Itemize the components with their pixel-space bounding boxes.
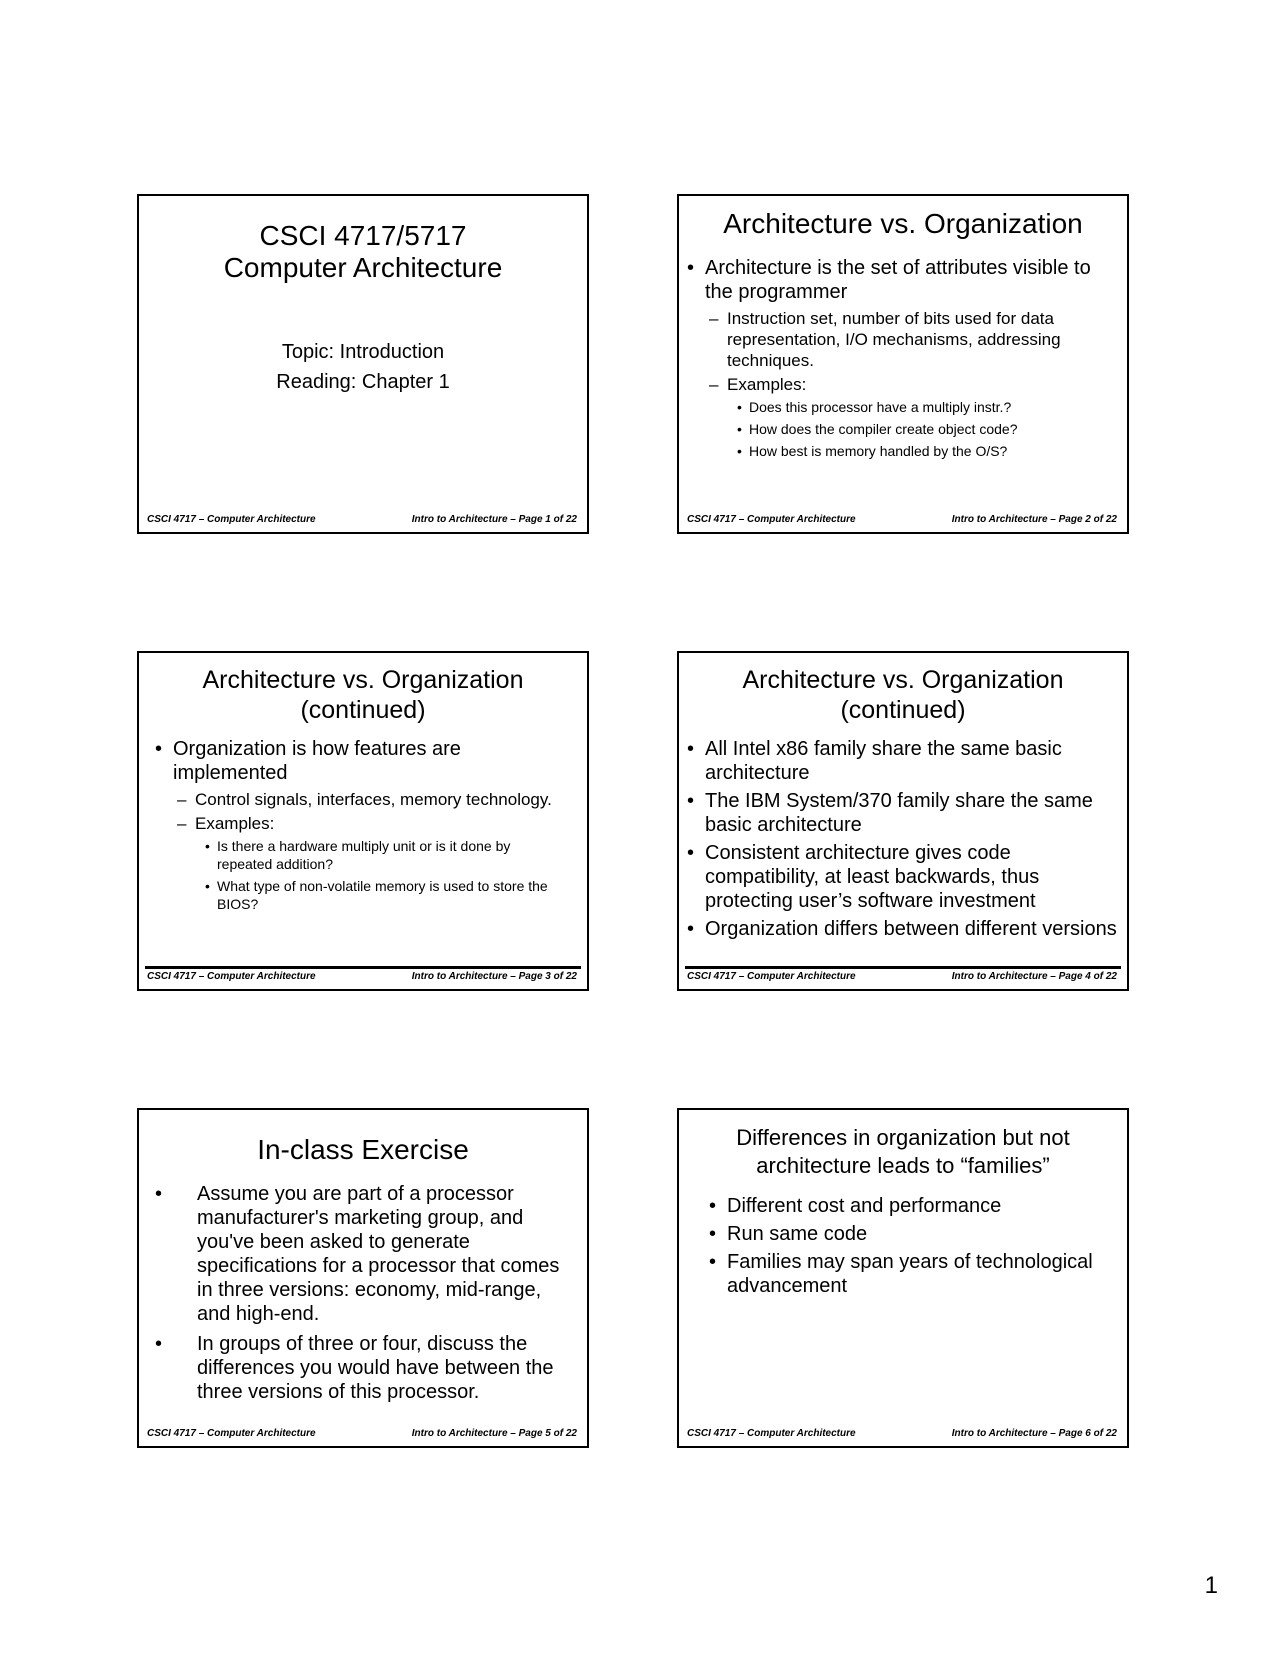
dash-marker: – <box>177 814 187 833</box>
slide-title-line-2: Computer Architecture <box>223 252 503 283</box>
example-bullet <box>681 442 1117 460</box>
example-text: How best is memory handled by the O/S? <box>749 443 1008 459</box>
bullet-marker: • <box>709 1195 717 1217</box>
bullet <box>703 1250 1117 1298</box>
slide-title-line-1: Differences in organization but not <box>736 1125 1070 1150</box>
footer-left-text: CSCI 4717 – Computer Architecture <box>687 514 856 525</box>
bullet-marker: • <box>155 1333 163 1355</box>
slide-content <box>149 1182 563 1408</box>
slide-content <box>703 1194 1117 1302</box>
example-bullet <box>149 877 561 913</box>
slide-title-line-1: Architecture vs. Organization <box>723 208 1083 239</box>
example-bullet <box>149 837 561 873</box>
bullet-marker: • <box>155 1183 163 1205</box>
sub-bullet-text: Instruction set, number of bits used for data representation, I/O mechanisms, addressing techniques. <box>727 309 1061 370</box>
bullet-marker: • <box>737 399 742 415</box>
sub-bullet-text: Control signals, interfaces, memory technology. <box>195 790 552 809</box>
footer-left-text: CSCI 4717 – Computer Architecture <box>687 971 856 982</box>
example-text: Does this processor have a multiply instr.? <box>749 399 1012 415</box>
slide-title-line-2: (continued) <box>300 696 426 724</box>
bullet-marker: • <box>687 918 695 940</box>
bullet-text: Assume you are part of a processor manufacturer's marketing group, and you've been asked to generate specifications for a processor that comes in three versions: economy, mid-range, and high-end. <box>197 1183 560 1325</box>
slide-title-line-1: Architecture vs. Organization <box>742 666 1064 694</box>
example-bullet <box>681 420 1117 438</box>
bullet-text: The IBM System/370 family share the same basic architecture <box>705 790 1093 836</box>
footer-rule <box>685 966 1121 969</box>
sub-bullet-text: Examples: <box>727 375 807 394</box>
slide-title <box>679 665 1127 725</box>
bullet <box>681 789 1121 837</box>
bullet-marker: • <box>709 1251 717 1273</box>
bullet <box>149 1182 563 1326</box>
reading-text: Reading: Chapter 1 <box>276 371 450 393</box>
bullet <box>681 917 1121 941</box>
bullet <box>681 737 1121 785</box>
dash-marker: – <box>709 309 719 328</box>
bullet-text: Run same code <box>727 1223 868 1245</box>
slide-content <box>681 256 1117 464</box>
page-number: 1 <box>1204 1572 1218 1599</box>
bullet-text: In groups of three or four, discuss the differences you would have between the three versions of this processor. <box>197 1333 554 1403</box>
footer-left-text: CSCI 4717 – Computer Architecture <box>147 971 316 982</box>
bullet-marker: • <box>155 738 163 760</box>
example-text: How does the compiler create object code? <box>749 421 1018 437</box>
sub-bullet-text: Examples: <box>195 814 275 833</box>
slide-subtitle <box>139 338 587 396</box>
slide-title <box>139 665 587 725</box>
bullet <box>703 1222 1117 1246</box>
sub-bullet <box>149 789 561 810</box>
example-text: Is there a hardware multiply unit or is it done by repeated addition? <box>217 838 511 872</box>
slide-2 <box>677 194 1129 534</box>
slide-title-line-1: In-class Exercise <box>257 1134 469 1165</box>
dash-marker: – <box>709 375 719 394</box>
footer-page-text: Intro to Architecture – Page 4 of 22 <box>951 971 1117 982</box>
slide-title-line-2: architecture leads to “families” <box>756 1153 1050 1178</box>
slide-content <box>681 737 1121 945</box>
footer-left-text: CSCI 4717 – Computer Architecture <box>147 1428 316 1439</box>
slide-4 <box>677 651 1129 991</box>
bullet-text: Different cost and performance <box>727 1195 1002 1217</box>
bullet-text: All Intel x86 family share the same basic architecture <box>705 738 1062 784</box>
slide-title-line-2: (continued) <box>840 696 966 724</box>
slide-3 <box>137 651 589 991</box>
bullet-text: Organization is how features are implemented <box>173 738 461 784</box>
slide-title <box>679 1124 1127 1180</box>
example-text: What type of non-volatile memory is used to store the BIOS? <box>217 878 548 912</box>
bullet <box>681 841 1121 913</box>
example-bullet <box>681 398 1117 416</box>
dash-marker: – <box>177 790 187 809</box>
slide-title-line-1: Architecture vs. Organization <box>202 666 524 694</box>
bullet-marker: • <box>687 790 695 812</box>
footer-left-text: CSCI 4717 – Computer Architecture <box>687 1428 856 1439</box>
slide-title <box>679 208 1127 240</box>
footer-page-text: Intro to Architecture – Page 3 of 22 <box>411 971 577 982</box>
bullet <box>149 737 561 785</box>
footer-page-text: Intro to Architecture – Page 6 of 22 <box>951 1428 1117 1439</box>
bullet-marker: • <box>205 878 210 894</box>
bullet-marker: • <box>687 738 695 760</box>
footer-left-text: CSCI 4717 – Computer Architecture <box>147 514 316 525</box>
bullet-marker: • <box>737 443 742 459</box>
bullet-text: Families may span years of technological advancement <box>727 1251 1093 1297</box>
sub-bullet <box>149 813 561 834</box>
topic-text: Topic: Introduction <box>281 341 445 363</box>
bullet-text: Architecture is the set of attributes visible to the programmer <box>705 257 1091 303</box>
bullet-marker: • <box>709 1223 717 1245</box>
bullet <box>681 256 1117 304</box>
slide-1 <box>137 194 589 534</box>
slide-title <box>139 220 587 284</box>
slide-content <box>149 737 561 917</box>
slide-title <box>139 1134 587 1166</box>
footer-page-text: Intro to Architecture – Page 2 of 22 <box>951 514 1117 525</box>
bullet-marker: • <box>205 838 210 854</box>
slide-6 <box>677 1108 1129 1448</box>
bullet-text: Consistent architecture gives code compatibility, at least backwards, thus protecting user’s software investment <box>705 842 1040 912</box>
sub-bullet <box>681 374 1117 395</box>
slide-title-line-1: CSCI 4717/5717 <box>259 220 467 251</box>
bullet-marker: • <box>687 842 695 864</box>
bullet-marker: • <box>687 257 695 279</box>
bullet <box>703 1194 1117 1218</box>
footer-page-text: Intro to Architecture – Page 5 of 22 <box>411 1428 577 1439</box>
slide-5 <box>137 1108 589 1448</box>
footer-page-text: Intro to Architecture – Page 1 of 22 <box>411 514 577 525</box>
bullet-marker: • <box>737 421 742 437</box>
sub-bullet <box>681 308 1117 371</box>
footer-rule <box>145 966 581 969</box>
bullet <box>149 1332 563 1404</box>
bullet-text: Organization differs between different versions <box>705 918 1117 940</box>
